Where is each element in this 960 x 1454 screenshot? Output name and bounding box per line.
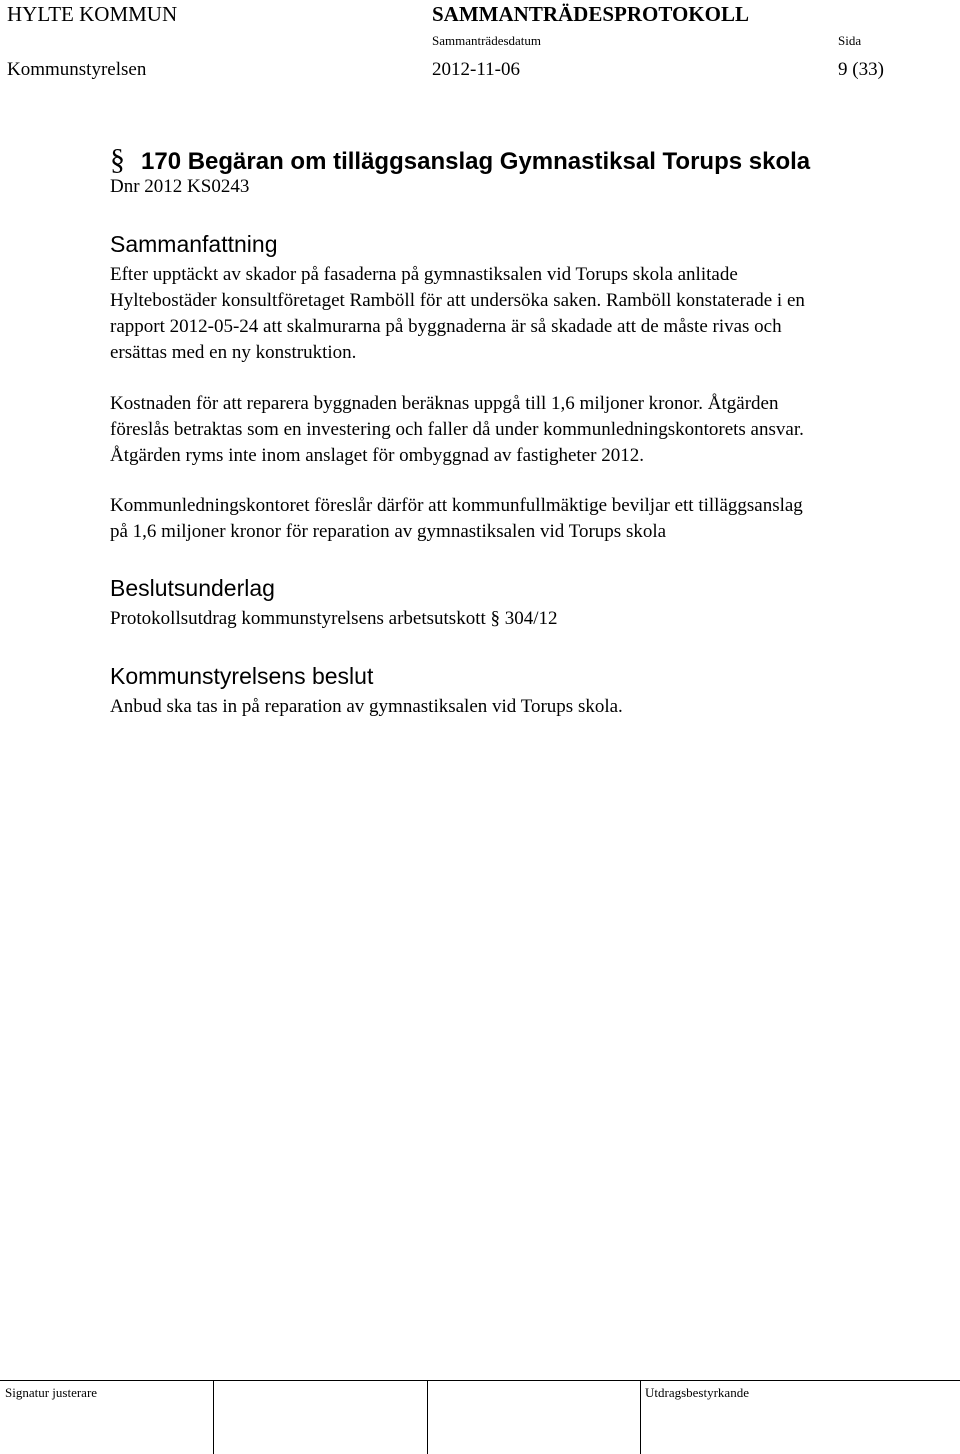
- heading-kommunstyrelsens-beslut: Kommunstyrelsens beslut: [110, 663, 374, 689]
- footer-column-divider: [427, 1380, 428, 1454]
- section-title: 170 Begäran om tilläggsanslag Gymnastiksal Torups skola: [141, 148, 811, 175]
- heading-sammanfattning: Sammanfattning: [110, 231, 278, 257]
- section-title-row: [110, 143, 810, 177]
- footer-column-divider: [213, 1380, 214, 1454]
- page-label: Sida: [838, 33, 862, 48]
- text-line: rapport 2012-05-24 att skalmurarna på byggnaderna är så skadade att de måste rivas och: [110, 316, 782, 337]
- meeting-date: 2012-11-06: [432, 59, 520, 80]
- organization-name: HYLTE KOMMUN: [7, 2, 178, 26]
- text-line: Kostnaden för att reparera byggnaden beräknas uppgå till 1,6 miljoner kronor. Åtgärden: [110, 393, 779, 414]
- page-number: 9 (33): [838, 59, 884, 80]
- text-line: på 1,6 miljoner kronor för reparation av gymnastiksalen vid Torups skola: [110, 521, 667, 542]
- footer-column-divider: [640, 1380, 641, 1454]
- document-type: SAMMANTRÄDESPROTOKOLL: [432, 2, 749, 26]
- text-line: ersättas med en ny konstruktion.: [110, 342, 357, 363]
- case-number: Dnr 2012 KS0243: [110, 176, 250, 197]
- footer-divider: [0, 1380, 960, 1381]
- extract-certification-label: Utdragsbestyrkande: [645, 1385, 749, 1400]
- signature-label: Signatur justerare: [5, 1385, 98, 1400]
- section-symbol: §: [110, 143, 125, 176]
- decision-text: [110, 694, 940, 720]
- decision-basis-text: [110, 606, 940, 632]
- text-line: Hyltebostäder konsultföretaget Ramböll för att undersöka saken. Ramböll konstaterade i en: [110, 290, 805, 311]
- committee-name: Kommunstyrelsen: [7, 59, 147, 80]
- text-line: Efter upptäckt av skador på fasaderna på gymnastiksalen vid Torups skola anlitade: [110, 264, 738, 285]
- text-line: föreslås betraktas som en investering och faller då under kommunledningskontorets ansvar.: [110, 419, 804, 440]
- text-line: Anbud ska tas in på reparation av gymnastiksalen vid Torups skola.: [110, 696, 623, 717]
- meeting-date-label: Sammanträdesdatum: [432, 33, 542, 48]
- summary-paragraph-2: [110, 391, 940, 469]
- text-line: Protokollsutdrag kommunstyrelsens arbetsutskott § 304/12: [110, 608, 558, 629]
- text-line: Åtgärden ryms inte inom anslaget för ombyggnad av fastigheter 2012.: [110, 445, 644, 466]
- text-line: Kommunledningskontoret föreslår därför att kommunfullmäktige beviljar ett tilläggsanslag: [110, 495, 803, 516]
- summary-paragraph-3: [110, 493, 940, 545]
- heading-beslutsunderlag: Beslutsunderlag: [110, 575, 275, 601]
- summary-paragraph-1: [110, 262, 940, 366]
